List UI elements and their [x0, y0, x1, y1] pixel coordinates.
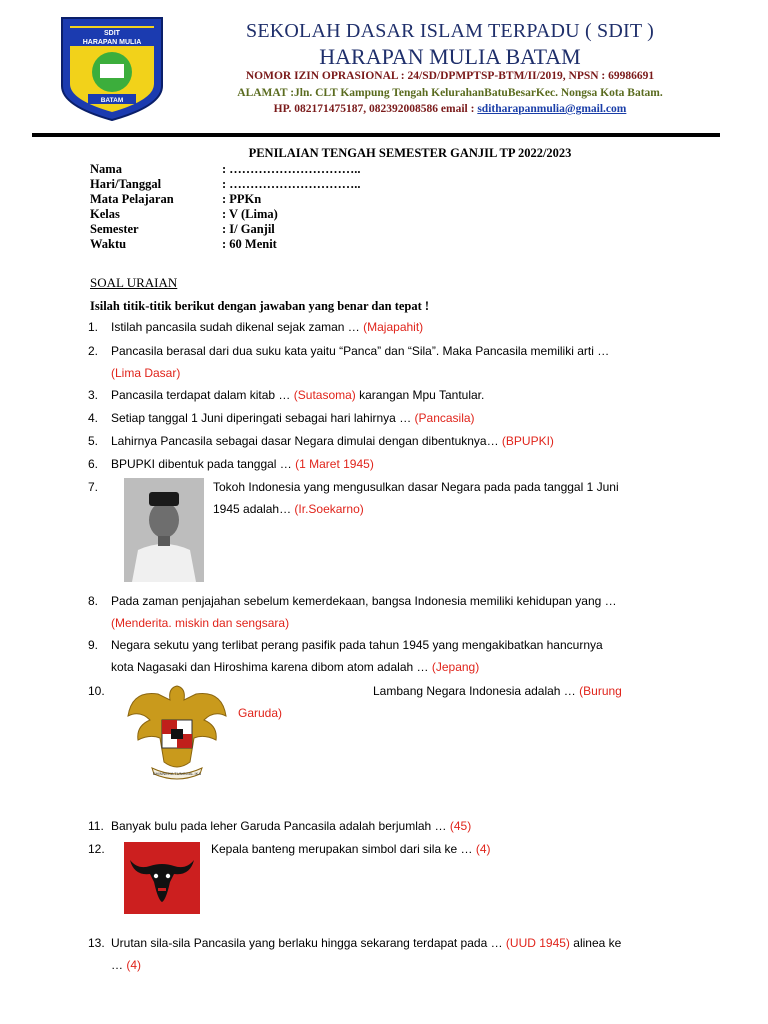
info-label: Mata Pelajaran — [90, 192, 174, 206]
email-link[interactable]: sditharapanmulia@gmail.com — [477, 103, 627, 115]
question-number: 13. — [88, 936, 105, 950]
answer: (BPUPKI) — [501, 434, 554, 448]
info-label: Nama — [90, 162, 122, 176]
info-value: : I/ Ganjil — [222, 222, 275, 236]
question-text: Lambang Negara Indonesia adalah … (Burung — [373, 684, 622, 698]
answer: (Majapahit) — [363, 320, 424, 334]
phone-numbers: HP. 082171475187, 082392008586 email : — [273, 103, 478, 115]
question-text: Urutan sila-sila Pancasila yang berlaku hingga sekarang terdapat pada … (UUD 1945) alinea ke … (4) — [111, 936, 622, 972]
question-text: Tokoh Indonesia yang mengusulkan dasar Negara pada pada tanggal 1 Juni 1945 adalah… (Ir.Soekarno) — [213, 480, 619, 516]
info-row-date — [90, 177, 361, 192]
info-row-semester — [90, 222, 361, 237]
header-divider — [32, 133, 720, 137]
info-row-time — [90, 237, 361, 252]
question-number: 4. — [88, 411, 99, 425]
question-number: 9. — [88, 638, 99, 652]
answer: (Burung — [579, 684, 622, 698]
question-text: Setiap tanggal 1 Juni diperingati sebagai hari lahirnya … (Pancasila) — [111, 411, 475, 425]
school-address: ALAMAT :Jln. CLT Kampung Tengah KelurahanBatuBesarKec. Nongsa Kota Batam. — [237, 87, 663, 99]
answer-continued: (4) — [126, 958, 142, 972]
logo-text-mid: HARAPAN MULIA — [82, 39, 142, 46]
answer: (Jepang) — [431, 660, 480, 674]
name-field[interactable]: : ………………………….. — [222, 162, 361, 176]
info-row-name — [90, 162, 361, 177]
question-text: Pada zaman penjajahan sebelum kemerdekaan, bangsa Indonesia memiliki kehidupan yang … (Menderita. miskin dan sengsara) — [111, 594, 617, 630]
info-label: Kelas — [90, 207, 120, 221]
info-value: : 60 Menit — [222, 237, 277, 251]
operational-permit: NOMOR IZIN OPRASIONAL : 24/SD/DPMPTSP-BTM/II/2019, NPSN : 69986691 — [245, 70, 655, 82]
student-info-table — [90, 162, 361, 252]
question-text: Istilah pancasila sudah dikenal sejak zaman … (Majapahit) — [111, 320, 424, 334]
question-text: Lahirnya Pancasila sebagai dasar Negara dimulai dengan dibentuknya… (BPUPKI) — [111, 434, 554, 448]
question-number: 2. — [88, 344, 99, 358]
info-value: : PPKn — [222, 192, 262, 206]
answer-continued: Garuda) — [238, 706, 283, 720]
answer: (Ir.Soekarno) — [294, 502, 364, 516]
info-row-subject — [90, 192, 361, 207]
question-text: Banyak bulu pada leher Garuda Pancasila adalah berjumlah … (45) — [111, 819, 472, 833]
info-label: Waktu — [90, 237, 127, 251]
answer: (Sutasoma) — [293, 388, 356, 402]
answer: (Menderita. miskin dan sengsara) — [111, 616, 290, 630]
answer: (Pancasila) — [414, 411, 475, 425]
question-number: 7. — [88, 480, 99, 494]
info-label: Hari/Tanggal — [90, 177, 162, 191]
answer: (45) — [449, 819, 472, 833]
school-name-line2: HARAPAN MULIA BATAM — [319, 44, 581, 69]
question-text: Pancasila terdapat dalam kitab … (Sutasoma) karangan Mpu Tantular. — [111, 388, 485, 402]
question-number: 12. — [88, 842, 105, 856]
answer: (UUD 1945) — [505, 936, 570, 950]
answer: (1 Maret 1945) — [295, 457, 374, 471]
bull-head-icon — [124, 842, 200, 914]
question-text: Pancasila berasal dari dua suku kata yaitu “Panca” dan “Sila”. Maka Pancasila memiliki arti … (Lima Dasar) — [111, 344, 610, 380]
question-number: 6. — [88, 457, 99, 471]
logo-text-bottom: BATAM — [100, 97, 124, 104]
answer: (4) — [475, 842, 491, 856]
question-number: 1. — [88, 320, 99, 334]
question-number: 3. — [88, 388, 99, 402]
portrait-photo — [124, 478, 204, 582]
answer: (Lima Dasar) — [111, 366, 181, 380]
contact-line — [170, 103, 730, 115]
question-number: 10. — [88, 684, 105, 698]
question-text: Kepala banteng merupakan simbol dari sila ke … (4) — [211, 842, 491, 856]
school-name-line1: SEKOLAH DASAR ISLAM TERPADU ( SDIT ) — [246, 20, 654, 42]
section-heading: SOAL URAIAN — [90, 275, 178, 290]
info-row-class — [90, 207, 361, 222]
exam-title: PENILAIAN TENGAH SEMESTER GANJIL TP 2022/2023 — [248, 146, 572, 160]
date-field[interactable]: : ………………………….. — [222, 177, 361, 191]
info-label: Semester — [90, 222, 139, 236]
question-number: 8. — [88, 594, 99, 608]
question-text: Negara sekutu yang terlibat perang pasifik pada tahun 1945 yang mengakibatkan hancurnya kota Nagasaki dan Hiroshima karena dibom atom adalah … (Jepang) — [111, 638, 603, 674]
garuda-banner-text: BHINNEKA TUNGGAL IKA — [152, 771, 202, 776]
question-number: 5. — [88, 434, 99, 448]
info-value: : V (Lima) — [222, 207, 278, 221]
instruction: Isilah titik-titik berikut dengan jawaban yang benar dan tepat ! — [90, 299, 430, 313]
garuda-emblem — [124, 680, 230, 784]
school-logo — [60, 16, 164, 122]
question-text: BPUPKI dibentuk pada tanggal … (1 Maret 1945) — [111, 457, 374, 471]
logo-text-top: SDIT — [104, 30, 120, 37]
question-number: 11. — [88, 819, 104, 833]
